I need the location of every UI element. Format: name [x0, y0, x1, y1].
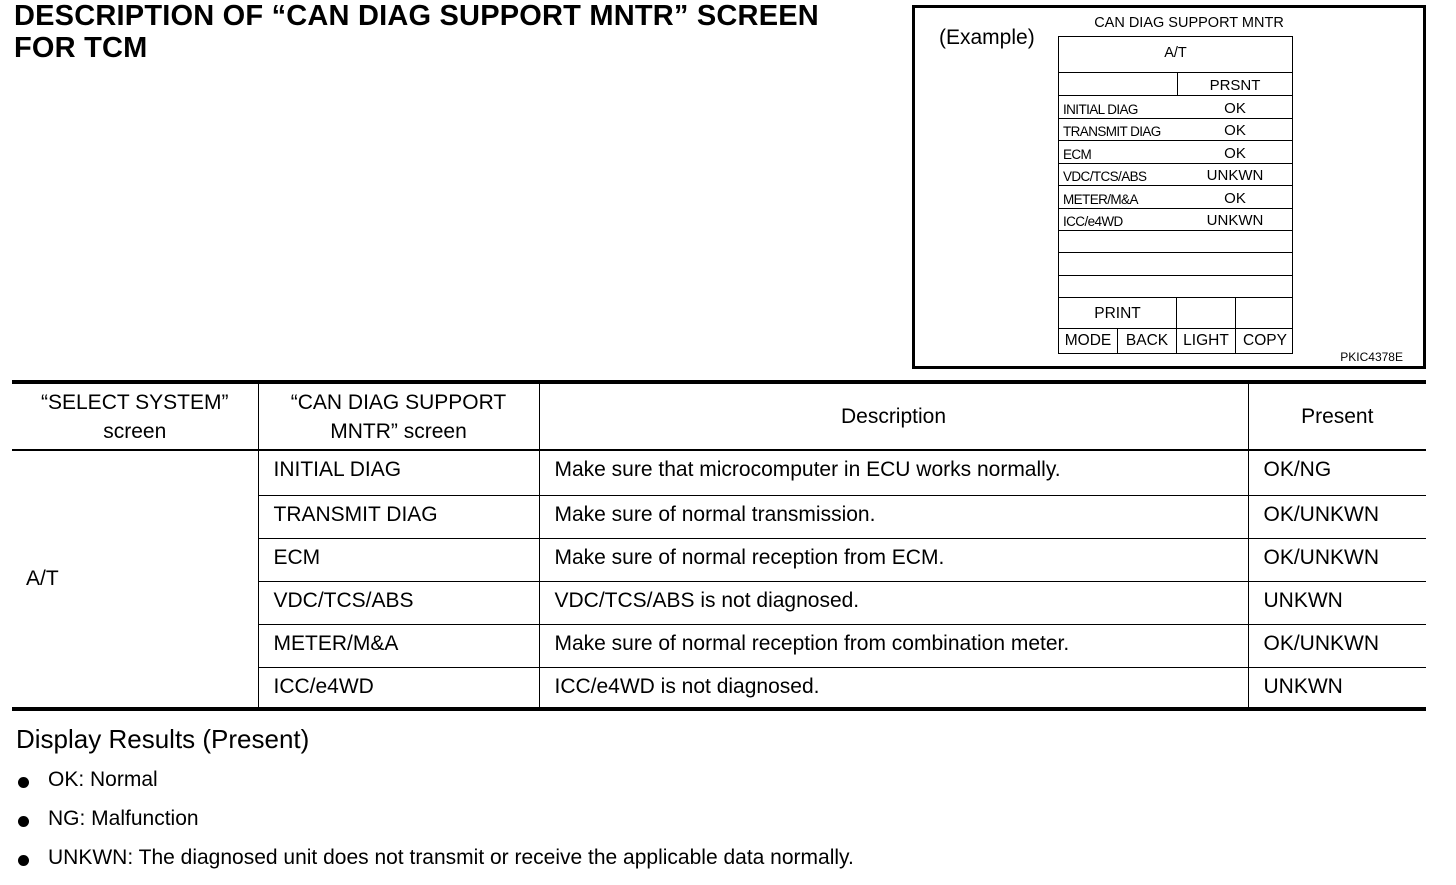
screen-row-value: UNKWN	[1206, 212, 1264, 229]
screen-column-header: PRSNT	[1209, 77, 1261, 94]
can-diag-table	[12, 380, 1426, 711]
screen-row-name: ECM	[1063, 147, 1092, 162]
item-cell: VDC/TCS/ABS	[258, 581, 539, 624]
screen-row-value: OK	[1224, 100, 1246, 117]
legend-text: UNKWN: The diagnosed unit does not transmit or receive the applicable data normally.	[48, 846, 854, 869]
description-cell: Make sure of normal reception from combination meter.	[539, 624, 1248, 667]
screen-empty-row	[1059, 253, 1292, 276]
table-header-row	[12, 382, 1426, 450]
screen-empty-row	[1059, 231, 1292, 253]
screen-row	[1059, 209, 1292, 231]
blank-button[interactable]	[1236, 298, 1294, 328]
description-cell: Make sure that microcomputer in ECU works normally.	[539, 450, 1248, 495]
print-button[interactable]: PRINT	[1059, 298, 1177, 328]
example-figure	[912, 5, 1426, 369]
header-select-system: “SELECT SYSTEM” screen	[12, 382, 258, 450]
bullet-icon	[18, 855, 29, 866]
screen-row	[1059, 164, 1292, 186]
screen-row-value: OK	[1224, 190, 1246, 207]
copy-button[interactable]: COPY	[1243, 332, 1287, 349]
screen-button-row-bottom	[1059, 329, 1292, 353]
screen-row-value: OK	[1224, 122, 1246, 139]
results-legend	[16, 768, 854, 885]
present-cell: OK/UNKWN	[1248, 624, 1426, 667]
back-button[interactable]: BACK	[1118, 329, 1177, 353]
present-cell: OK/UNKWN	[1248, 538, 1426, 581]
screen-row-name: TRANSMIT DIAG	[1063, 124, 1161, 139]
header-description: Description	[539, 382, 1248, 450]
screen-row-name: VDC/TCS/ABS	[1063, 169, 1147, 184]
screen-row-value: OK	[1224, 145, 1246, 162]
header-present: Present	[1248, 382, 1426, 450]
example-label: (Example)	[939, 26, 1035, 49]
page-title	[14, 0, 819, 64]
screen-system-row	[1059, 37, 1292, 73]
item-cell: INITIAL DIAG	[258, 450, 539, 495]
page-title-line-2: FOR TCM	[14, 32, 148, 64]
screen-title: CAN DIAG SUPPORT MNTR	[1094, 15, 1284, 31]
legend-text: OK: Normal	[48, 768, 158, 791]
mode-button[interactable]: MODE	[1059, 329, 1118, 353]
legend-item	[16, 807, 854, 846]
screen-empty-row	[1059, 276, 1292, 298]
item-cell: TRANSMIT DIAG	[258, 495, 539, 538]
light-button[interactable]: LIGHT	[1177, 329, 1236, 353]
diag-screen	[1058, 36, 1293, 354]
description-cell: VDC/TCS/ABS is not diagnosed.	[539, 581, 1248, 624]
legend-item	[16, 768, 854, 807]
item-cell: ECM	[258, 538, 539, 581]
screen-row-name: ICC/e4WD	[1063, 214, 1123, 229]
bullet-icon	[18, 777, 29, 788]
page-title-line-1: DESCRIPTION OF “CAN DIAG SUPPORT MNTR” SCREEN	[14, 0, 819, 32]
item-cell: ICC/e4WD	[258, 667, 539, 709]
header-can-diag: “CAN DIAG SUPPORT MNTR” screen	[258, 382, 539, 450]
present-cell: UNKWN	[1248, 581, 1426, 624]
screen-system-label: A/T	[1164, 45, 1187, 61]
blank-button[interactable]	[1177, 298, 1236, 328]
description-cell: Make sure of normal transmission.	[539, 495, 1248, 538]
screen-row-name: INITIAL DIAG	[1063, 102, 1138, 117]
screen-row-value: UNKWN	[1206, 167, 1264, 184]
screen-header-row	[1059, 73, 1292, 96]
present-cell: OK/NG	[1248, 450, 1426, 495]
figure-code: PKIC4378E	[1340, 350, 1403, 364]
screen-row-name: METER/M&A	[1063, 192, 1138, 207]
table-row	[12, 450, 1426, 495]
results-title: Display Results (Present)	[16, 724, 310, 754]
screen-row	[1059, 141, 1292, 164]
screen-button-row-top	[1059, 298, 1292, 329]
present-cell: OK/UNKWN	[1248, 495, 1426, 538]
screen-row	[1059, 119, 1292, 141]
legend-item	[16, 846, 854, 885]
present-cell: UNKWN	[1248, 667, 1426, 709]
bullet-icon	[18, 816, 29, 827]
item-cell: METER/M&A	[258, 624, 539, 667]
system-cell: A/T	[12, 450, 258, 709]
legend-text: NG: Malfunction	[48, 807, 199, 830]
description-cell: ICC/e4WD is not diagnosed.	[539, 667, 1248, 709]
screen-row	[1059, 96, 1292, 119]
screen-row	[1059, 186, 1292, 209]
description-cell: Make sure of normal reception from ECM.	[539, 538, 1248, 581]
